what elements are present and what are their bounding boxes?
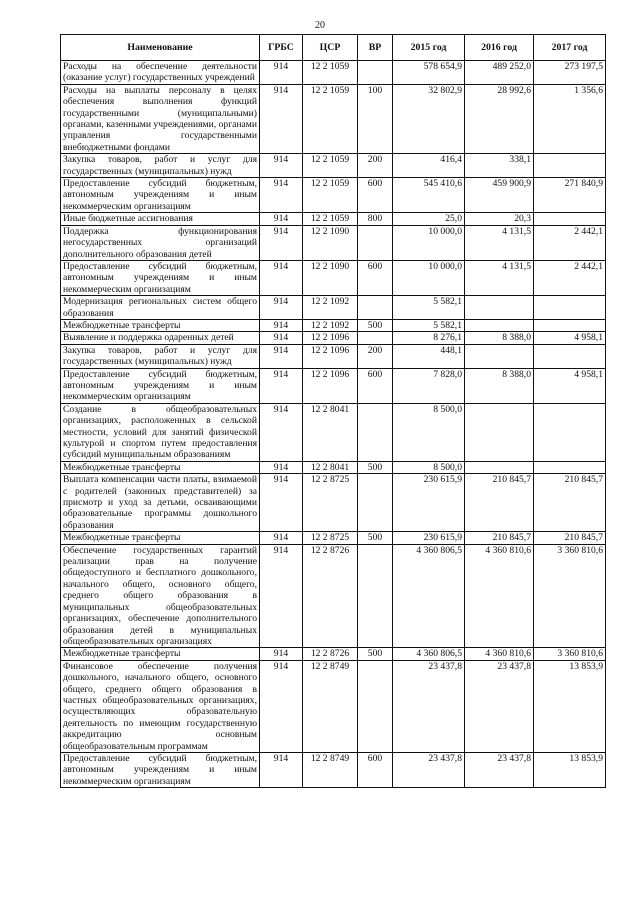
cell-2017: 4 958,1 — [534, 332, 606, 344]
cell-2017: 13 853,9 — [534, 660, 606, 752]
table-row — [61, 332, 606, 344]
cell-grbs: 914 — [260, 154, 303, 178]
cell-name: Расходы на обеспечение деятельности (оказание услуг) государственных учреждений — [61, 61, 260, 85]
cell-name: Иные бюджетные ассигнования — [61, 213, 260, 225]
cell-vr: 600 — [358, 368, 393, 403]
table-row — [61, 296, 606, 320]
header-grbs: ГРБС — [260, 35, 303, 61]
cell-2017: 2 442,1 — [534, 225, 606, 260]
cell-2015: 5 582,1 — [393, 319, 465, 331]
cell-name: Выявление и поддержка одаренных детей — [61, 332, 260, 344]
cell-csr: 12 2 1096 — [303, 332, 358, 344]
cell-name: Межбюджетные трансферты — [61, 319, 260, 331]
cell-2015: 5 582,1 — [393, 296, 465, 320]
cell-name: Закупка товаров, работ и услуг для государственных (муниципальных) нужд — [61, 344, 260, 368]
cell-2016: 4 131,5 — [465, 225, 534, 260]
cell-2017: 210 845,7 — [534, 532, 606, 544]
cell-vr: 600 — [358, 178, 393, 213]
cell-grbs: 914 — [260, 178, 303, 213]
cell-2017: 273 197,5 — [534, 61, 606, 85]
cell-name: Предоставление субсидий бюджетным, автономным учреждениям и иным некоммерческим организациям — [61, 368, 260, 403]
cell-grbs: 914 — [260, 403, 303, 461]
budget-table — [60, 34, 606, 788]
header-2017: 2017 год — [534, 35, 606, 61]
cell-2015: 23 437,8 — [393, 752, 465, 787]
cell-grbs: 914 — [260, 368, 303, 403]
table-row — [61, 368, 606, 403]
cell-2016: 338,1 — [465, 154, 534, 178]
cell-2016: 210 845,7 — [465, 532, 534, 544]
cell-2017: 3 360 810,6 — [534, 544, 606, 648]
header-vr: ВР — [358, 35, 393, 61]
cell-grbs: 914 — [260, 332, 303, 344]
cell-2015: 8 500,0 — [393, 403, 465, 461]
cell-2015: 416,4 — [393, 154, 465, 178]
cell-vr: 600 — [358, 260, 393, 295]
cell-vr: 100 — [358, 84, 393, 153]
cell-grbs: 914 — [260, 344, 303, 368]
header-name: Наименование — [61, 35, 260, 61]
table-body — [61, 61, 606, 788]
cell-csr: 12 2 1090 — [303, 260, 358, 295]
cell-2015: 230 615,9 — [393, 532, 465, 544]
cell-name: Предоставление субсидий бюджетным, автономным учреждениям и иным некоммерческим организациям — [61, 178, 260, 213]
cell-2015: 4 360 806,5 — [393, 648, 465, 660]
cell-2015: 8 500,0 — [393, 461, 465, 473]
cell-name: Предоставление субсидий бюджетным, автономным учреждениям и иным некоммерческим организациям — [61, 752, 260, 787]
table-row — [61, 344, 606, 368]
table-row — [61, 213, 606, 225]
cell-csr: 12 2 1059 — [303, 84, 358, 153]
cell-name: Выплата компенсации части платы, взимаемой с родителей (законных представителей) за присмотр и уход за детьми, осваивающими образовательные программы дошкольного образования — [61, 474, 260, 532]
cell-2015: 32 802,9 — [393, 84, 465, 153]
table-row — [61, 84, 606, 153]
table-row — [61, 660, 606, 752]
cell-2017: 3 360 810,6 — [534, 648, 606, 660]
table-row — [61, 532, 606, 544]
cell-2017 — [534, 344, 606, 368]
table-row — [61, 154, 606, 178]
cell-2016: 4 360 810,6 — [465, 544, 534, 648]
cell-name: Создание в общеобразовательных организациях, расположенных в сельской местности, условий для занятий физической культурой и спортом путем предоставления субсидий муниципальным образованиям — [61, 403, 260, 461]
cell-grbs: 914 — [260, 225, 303, 260]
cell-name: Межбюджетные трансферты — [61, 532, 260, 544]
cell-csr: 12 2 1059 — [303, 178, 358, 213]
cell-vr: 200 — [358, 154, 393, 178]
cell-grbs: 914 — [260, 61, 303, 85]
cell-vr — [358, 332, 393, 344]
cell-grbs: 914 — [260, 319, 303, 331]
cell-2016 — [465, 344, 534, 368]
cell-2017 — [534, 461, 606, 473]
table-row — [61, 752, 606, 787]
header-2016: 2016 год — [465, 35, 534, 61]
cell-name: Межбюджетные трансферты — [61, 648, 260, 660]
table-row — [61, 61, 606, 85]
header-csr: ЦСР — [303, 35, 358, 61]
cell-2016: 28 992,6 — [465, 84, 534, 153]
cell-csr: 12 2 1059 — [303, 213, 358, 225]
cell-csr: 12 2 8041 — [303, 461, 358, 473]
cell-vr — [358, 474, 393, 532]
cell-2015: 25,0 — [393, 213, 465, 225]
cell-2016: 489 252,0 — [465, 61, 534, 85]
cell-name: Межбюджетные трансферты — [61, 461, 260, 473]
cell-vr — [358, 61, 393, 85]
table-row — [61, 403, 606, 461]
cell-vr: 800 — [358, 213, 393, 225]
cell-grbs: 914 — [260, 648, 303, 660]
cell-csr: 12 2 1059 — [303, 154, 358, 178]
cell-2017 — [534, 319, 606, 331]
cell-csr: 12 2 1096 — [303, 344, 358, 368]
cell-2015: 7 828,0 — [393, 368, 465, 403]
cell-grbs: 914 — [260, 461, 303, 473]
cell-2016: 8 388,0 — [465, 332, 534, 344]
cell-2015: 230 615,9 — [393, 474, 465, 532]
cell-2015: 10 000,0 — [393, 260, 465, 295]
cell-csr: 12 2 8726 — [303, 648, 358, 660]
cell-2015: 23 437,8 — [393, 660, 465, 752]
cell-2017: 271 840,9 — [534, 178, 606, 213]
cell-grbs: 914 — [260, 213, 303, 225]
cell-csr: 12 2 1092 — [303, 296, 358, 320]
cell-2015: 545 410,6 — [393, 178, 465, 213]
table-row — [61, 648, 606, 660]
cell-2015: 4 360 806,5 — [393, 544, 465, 648]
cell-2015: 10 000,0 — [393, 225, 465, 260]
cell-vr — [358, 403, 393, 461]
cell-vr: 500 — [358, 532, 393, 544]
cell-2015: 578 654,9 — [393, 61, 465, 85]
cell-csr: 12 2 8749 — [303, 752, 358, 787]
cell-grbs: 914 — [260, 296, 303, 320]
cell-name: Обеспечение государственных гарантий реализации прав на получение общедоступного и бесплатного дошкольного, начального общего, основного общего, среднего общего образования в муниципальных общеобразовательных организациях, обеспечение дополнительного образования детей в муниципальных общеобразовательных организациях — [61, 544, 260, 648]
header-2015: 2015 год — [393, 35, 465, 61]
cell-2017 — [534, 213, 606, 225]
cell-vr: 500 — [358, 461, 393, 473]
cell-csr: 12 2 8725 — [303, 532, 358, 544]
cell-name: Финансовое обеспечение получения дошкольного, начального общего, основного общего, среднего общего образования в частных общеобразовательных организациях, осуществляющих образовательную деятельность по имеющим государственную аккредитацию основным общеобразовательным программам — [61, 660, 260, 752]
cell-vr: 600 — [358, 752, 393, 787]
cell-csr: 12 2 1092 — [303, 319, 358, 331]
cell-grbs: 914 — [260, 544, 303, 648]
cell-name: Расходы на выплаты персоналу в целях обеспечения выполнения функций государственными (муниципальными) органами, казенными учреждениями, органами управления государственными внебюджетными фондами — [61, 84, 260, 153]
cell-2017 — [534, 403, 606, 461]
cell-2016 — [465, 319, 534, 331]
table-row — [61, 319, 606, 331]
cell-2016: 210 845,7 — [465, 474, 534, 532]
cell-grbs: 914 — [260, 660, 303, 752]
cell-csr: 12 2 1096 — [303, 368, 358, 403]
cell-grbs: 914 — [260, 532, 303, 544]
cell-csr: 12 2 8041 — [303, 403, 358, 461]
cell-name: Предоставление субсидий бюджетным, автономным учреждениям и иным некоммерческим организациям — [61, 260, 260, 295]
cell-name: Закупка товаров, работ и услуг для государственных (муниципальных) нужд — [61, 154, 260, 178]
cell-2016: 23 437,8 — [465, 752, 534, 787]
cell-grbs: 914 — [260, 260, 303, 295]
cell-2016: 23 437,8 — [465, 660, 534, 752]
cell-vr — [358, 660, 393, 752]
cell-2016 — [465, 403, 534, 461]
cell-2016: 20,3 — [465, 213, 534, 225]
cell-vr: 500 — [358, 319, 393, 331]
cell-2016: 4 360 810,6 — [465, 648, 534, 660]
cell-2016 — [465, 296, 534, 320]
cell-2015: 8 276,1 — [393, 332, 465, 344]
cell-grbs: 914 — [260, 84, 303, 153]
cell-csr: 12 2 1059 — [303, 61, 358, 85]
cell-csr: 12 2 1090 — [303, 225, 358, 260]
table-row — [61, 544, 606, 648]
cell-csr: 12 2 8726 — [303, 544, 358, 648]
cell-2016 — [465, 461, 534, 473]
cell-2017: 210 845,7 — [534, 474, 606, 532]
cell-vr: 500 — [358, 648, 393, 660]
cell-2017: 13 853,9 — [534, 752, 606, 787]
cell-2017 — [534, 154, 606, 178]
cell-2016: 8 388,0 — [465, 368, 534, 403]
cell-2016: 459 900,9 — [465, 178, 534, 213]
cell-vr: 200 — [358, 344, 393, 368]
page-number: 20 — [315, 20, 325, 31]
cell-grbs: 914 — [260, 752, 303, 787]
cell-2017: 1 356,6 — [534, 84, 606, 153]
table-row — [61, 260, 606, 295]
cell-2017 — [534, 296, 606, 320]
cell-csr: 12 2 8749 — [303, 660, 358, 752]
cell-vr — [358, 225, 393, 260]
cell-vr — [358, 296, 393, 320]
cell-2017: 2 442,1 — [534, 260, 606, 295]
table-row — [61, 178, 606, 213]
table-row — [61, 225, 606, 260]
cell-vr — [358, 544, 393, 648]
cell-2015: 448,1 — [393, 344, 465, 368]
header-row — [61, 35, 606, 61]
cell-csr: 12 2 8725 — [303, 474, 358, 532]
cell-grbs: 914 — [260, 474, 303, 532]
cell-2017: 4 958,1 — [534, 368, 606, 403]
cell-name: Поддержка функционирования негосударственных организаций дополнительного образования детей — [61, 225, 260, 260]
table-row — [61, 461, 606, 473]
cell-name: Модернизация региональных систем общего образования — [61, 296, 260, 320]
cell-2016: 4 131,5 — [465, 260, 534, 295]
table-row — [61, 474, 606, 532]
